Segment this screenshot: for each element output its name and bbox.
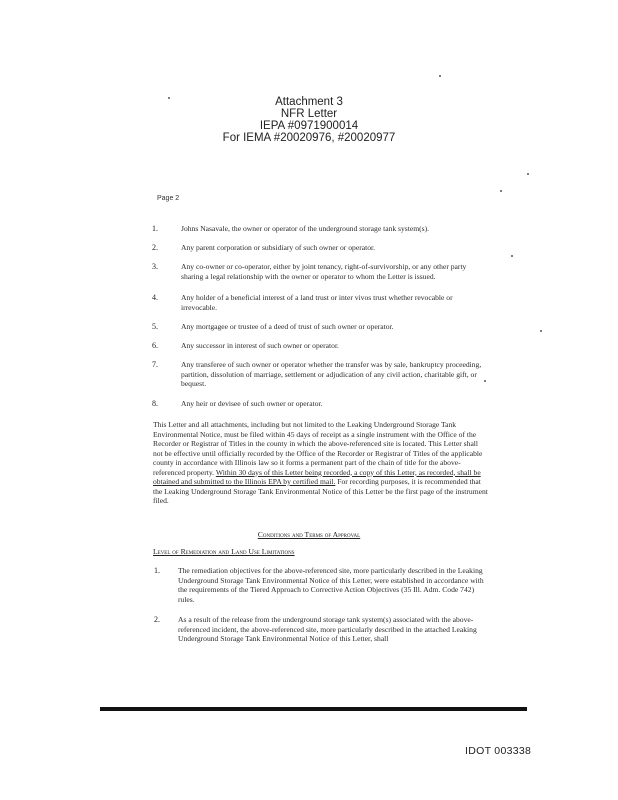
bates-number: IDOT 003338	[465, 745, 532, 757]
recording-paragraph	[153, 420, 488, 506]
remediation-paragraph: The remediation objectives for the above-referenced site, more particularly described in the Leaking Underground Storage Tank Environmental Notice of this Letter, were established in accordance with the requirements of the Tiered Approach to Corrective Action Objectives (35 Ill. Adm. Code 742) rules.	[178, 566, 484, 604]
list-item-number: 7.	[152, 360, 158, 369]
scan-speck	[527, 173, 529, 175]
recording-text: This Letter and all attachments, including but not limited to the Leaking Underground Storage Tank Environmental Notice, must be filed within 45 days of receipt as a single instrument with the Office of the Recorder or Registrar of Titles in the county in which the above-referenced site is located. This Letter shall not be effective until officially recorded by the Office of the Recorder or Registrar of Titles of the applicable county in accordance with Illinois law so it forms a permanent part of the chain of title for the above-referenced property.	[153, 420, 483, 477]
bottom-rule	[100, 707, 527, 711]
attachment-title: Attachment 3	[275, 96, 343, 108]
list-item-number: 8.	[152, 399, 158, 408]
scan-speck	[439, 75, 441, 77]
conditions-heading	[0, 530, 618, 539]
list-item-number: 1.	[152, 224, 158, 233]
scan-speck	[500, 190, 502, 192]
page-label: Page 2	[157, 195, 180, 202]
list-item: Any parent corporation or subsidiary of such owner or operator.	[181, 243, 376, 252]
recording-underlined-text: Within 30 days of this Letter being recorded, a copy of this Letter, as recorded, shall be obtained and submitted to the Illinois EPA by certified mail.	[153, 467, 481, 486]
recording-tail-text: For recording purposes, it is recommended that the Leaking Underground Storage Tank Environmental Notice of this Letter be the first page of the instrument filed.	[153, 477, 488, 505]
scan-speck	[484, 380, 486, 382]
conditions-heading-text: Conditions and Terms of Approval	[257, 530, 361, 539]
scan-speck	[168, 97, 170, 99]
iema-numbers: For IEMA #20020976, #20020977	[222, 132, 396, 144]
level-heading-text: Level of Remediation and Land Use Limitations	[153, 547, 295, 556]
level-heading	[153, 547, 295, 556]
list-item: Any co-owner or co-operator, either by joint tenancy, right-of-survivorship, or any other party sharing a legal relationship with the owner or operator to whom the Letter is issued.	[181, 262, 467, 281]
list-item: Any mortgagee or trustee of a deed of trust of such owner or operator.	[181, 322, 394, 331]
list-item: Any heir or devisee of such owner or operator.	[181, 399, 323, 408]
list-item-number: 4.	[152, 293, 158, 302]
list-item-number: 2.	[152, 243, 158, 252]
list-item-number: 6.	[152, 341, 158, 350]
paragraph-number: 1.	[154, 566, 160, 575]
list-item: Johns Nasavale, the owner or operator of the underground storage tank system(s).	[181, 224, 430, 233]
list-item: Any holder of a beneficial interest of a land trust or inter vivos trust whether revocable or irrevocable.	[181, 293, 453, 312]
list-item-number: 3.	[152, 262, 158, 271]
scan-speck	[540, 330, 542, 332]
letter-type: NFR Letter	[280, 108, 338, 120]
scan-speck	[511, 255, 513, 257]
release-paragraph: As a result of the release from the underground storage tank system(s) associated with the above-referenced incident, the above-referenced site, more particularly described in the attached Leaking Underground Storage Tank Environmental Notice of this Letter, shall	[178, 615, 477, 643]
list-item: Any successor in interest of such owner or operator.	[181, 341, 339, 350]
list-item-number: 5.	[152, 322, 158, 331]
iepa-number: IEPA #0971900014	[259, 120, 359, 132]
list-item: Any transferee of such owner or operator whether the transfer was by sale, bankruptcy proceeding, partition, dissolution of marriage, settlement or adjudication of any civil action, charitable gift, or bequest.	[181, 360, 482, 388]
paragraph-number: 2.	[154, 615, 160, 624]
